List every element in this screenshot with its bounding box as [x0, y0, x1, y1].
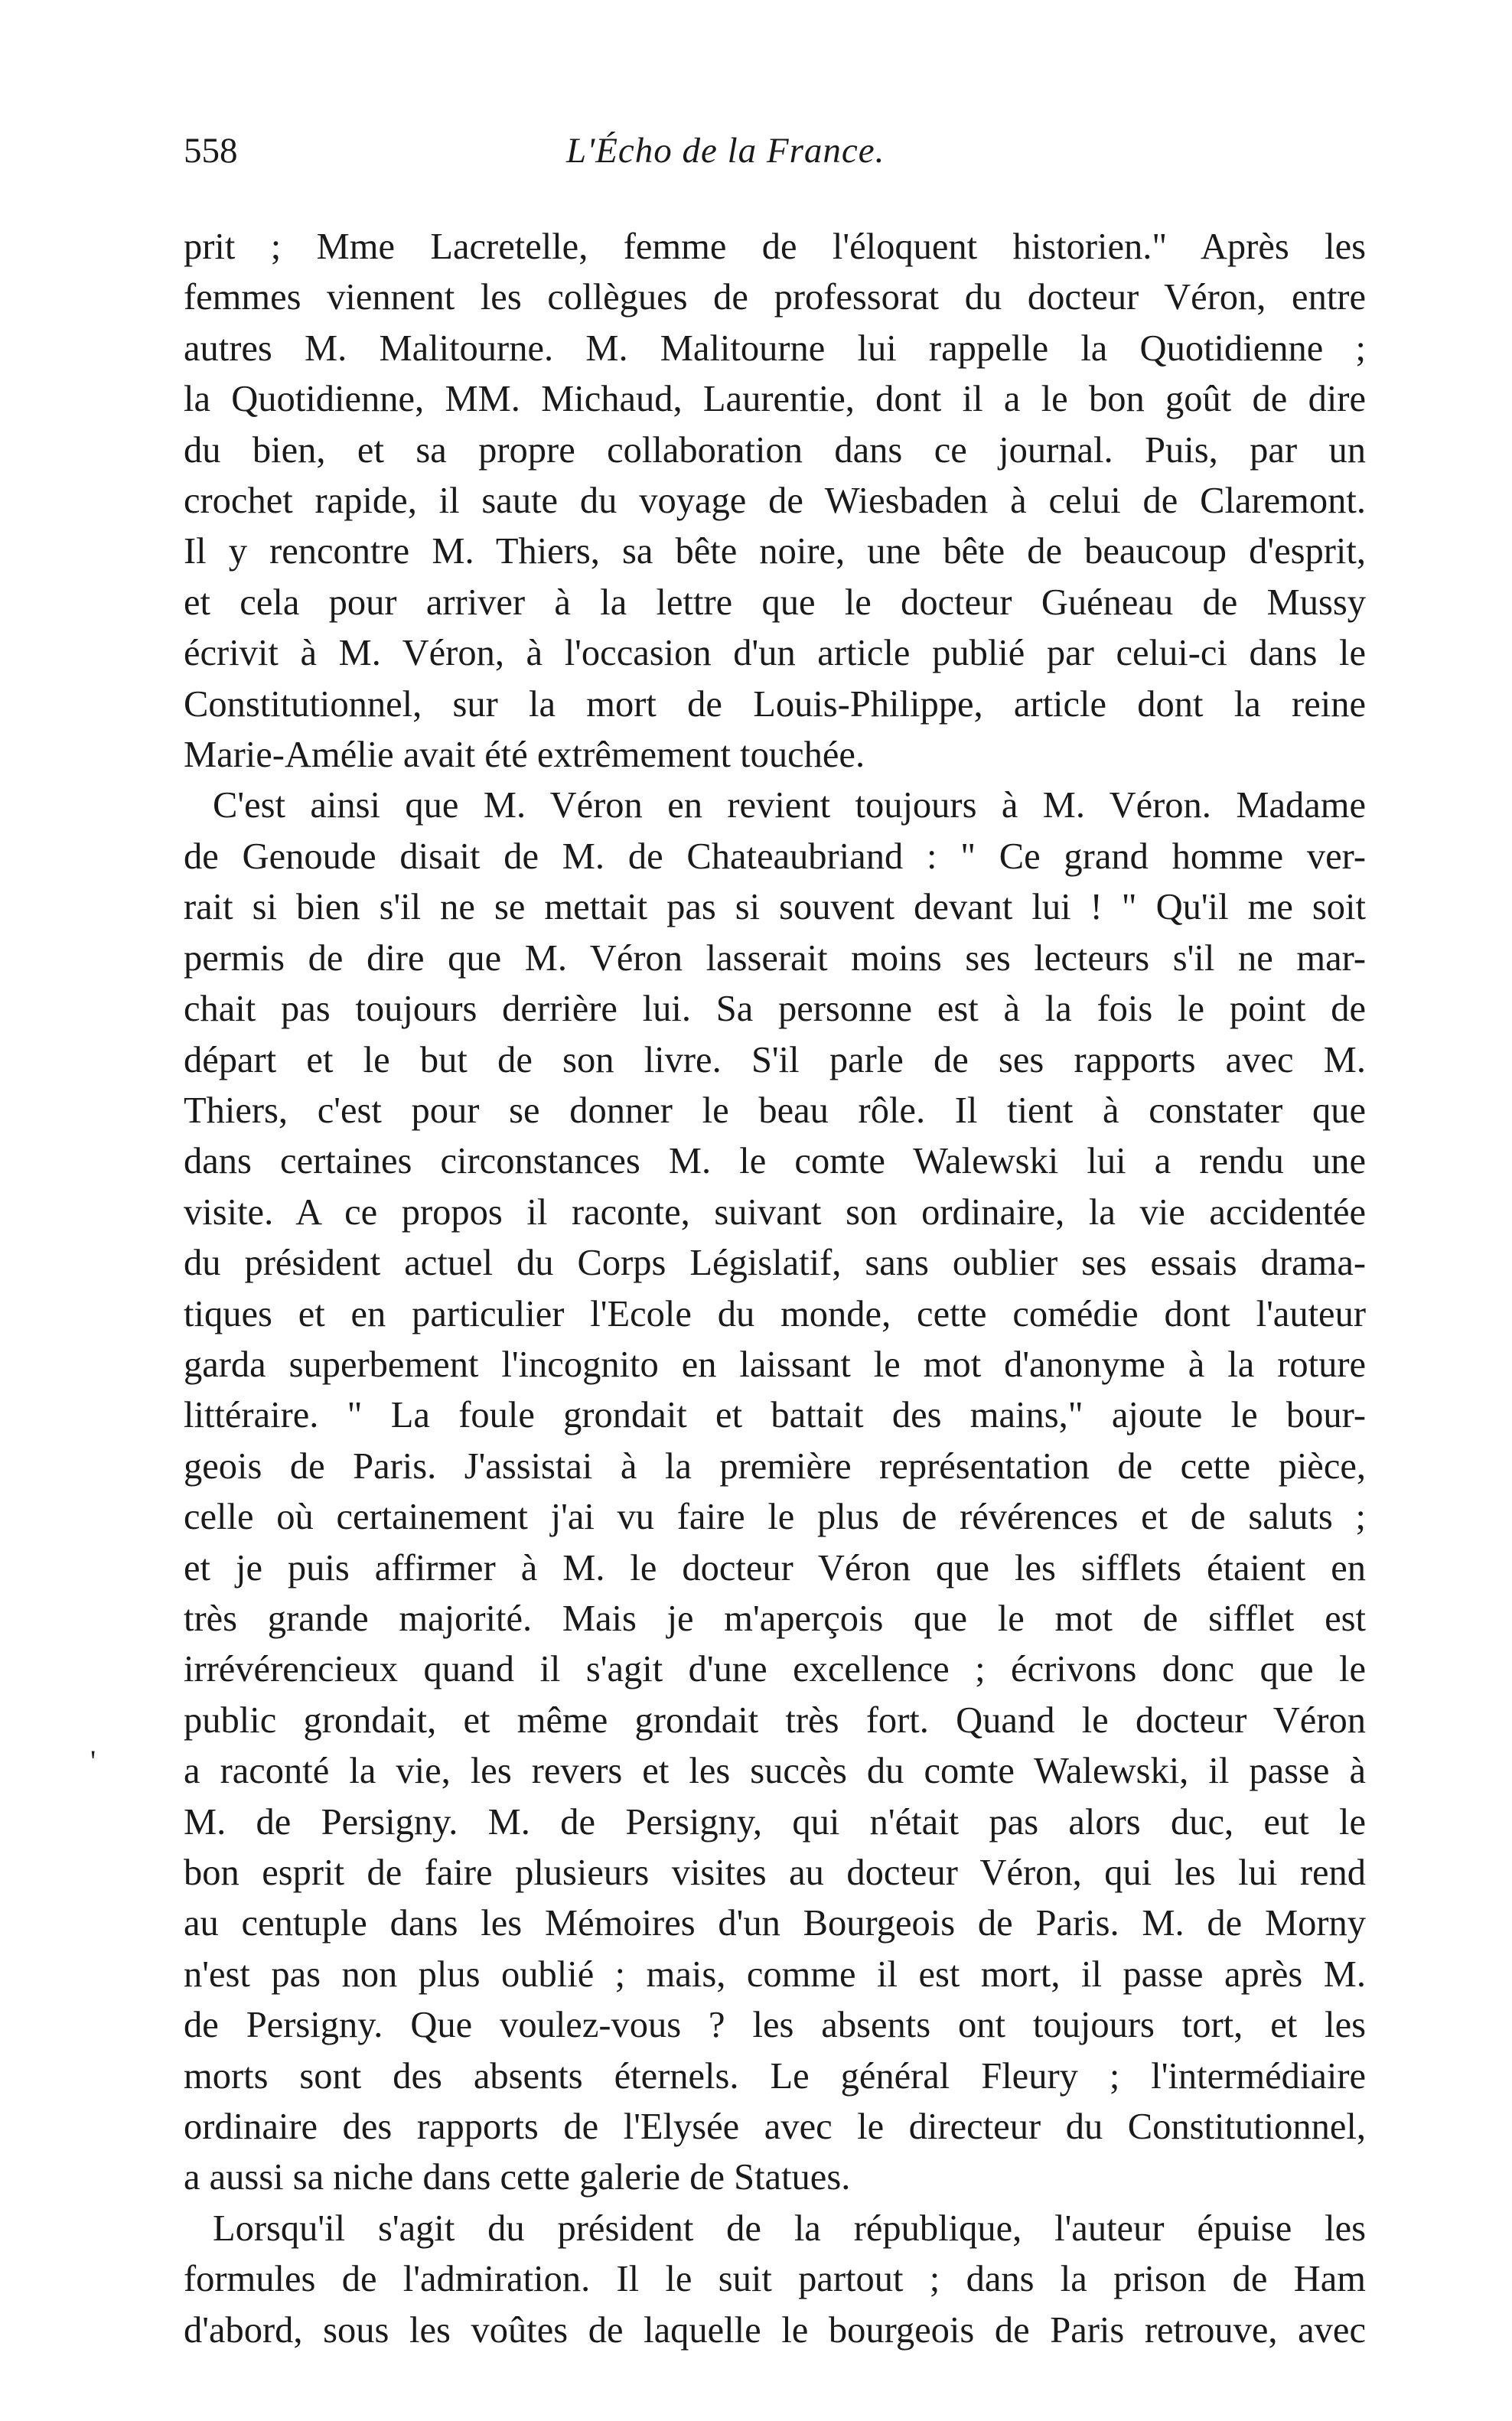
running-head: [184, 130, 1366, 191]
text-line: public grondait, et même grondait très fort. Quand le docteur Véron: [184, 1699, 1366, 1741]
text-line: C'est ainsi que M. Véron en revient toujours à M. Véron. Madame: [213, 785, 1366, 826]
text-line: dans certaines circonstances M. le comte Walewski lui a rendu une: [184, 1141, 1366, 1182]
text-line: irrévérencieux quand il s'agit d'une excellence ; écrivons donc que le: [184, 1649, 1366, 1690]
text-line: très grande majorité. Mais je m'aperçois que le mot de sifflet est: [184, 1598, 1366, 1639]
text-line: morts sont des absents éternels. Le général Fleury ; l'intermédiaire: [184, 2055, 1366, 2097]
text-line: écrivit à M. Véron, à l'occasion d'un article publié par celui-ci dans le: [184, 633, 1366, 674]
text-line: d'abord, sous les voûtes de laquelle le bourgeois de Paris retrouve, avec: [184, 2309, 1366, 2351]
text-line: de Genoude disait de M. de Chateaubriand : " Ce grand homme ver-: [184, 836, 1366, 877]
book-page: [184, 130, 1366, 2356]
text-line: de Persigny. Que voulez-vous ? les absents ont toujours tort, et les: [184, 2005, 1366, 2046]
text-line: crochet rapide, il saute du voyage de Wiesbaden à celui de Claremont.: [184, 481, 1366, 522]
text-line: et je puis affirmer à M. le docteur Véron que les sifflets étaient en: [184, 1547, 1366, 1588]
text-line: rait si bien s'il ne se mettait pas si souvent devant lui ! " Qu'il me soit: [184, 887, 1366, 928]
text-line: geois de Paris. J'assistai à la première représentation de cette pièce,: [184, 1445, 1366, 1487]
text-line: Thiers, c'est pour se donner le beau rôle. Il tient à constater que: [184, 1090, 1366, 1131]
text-line: prit ; Mme Lacretelle, femme de l'éloquent historien." Après les: [184, 226, 1366, 267]
body-text: [184, 222, 1366, 2356]
page-number: 558: [184, 131, 238, 171]
text-line: autres M. Malitourne. M. Malitourne lui rappelle la Quotidienne ;: [184, 327, 1366, 369]
text-line: tiques et en particulier l'Ecole du monde, cette comédie dont l'auteur: [184, 1293, 1366, 1334]
text-line: permis de dire que M. Véron lasserait moins ses lecteurs s'il ne mar-: [184, 937, 1366, 979]
margin-mark: ': [90, 1744, 96, 1778]
text-line: et cela pour arriver à la lettre que le docteur Guéneau de Mussy: [184, 582, 1366, 623]
running-title: L'Écho de la France.: [566, 131, 885, 171]
text-line: a raconté la vie, les revers et les succès du comte Walewski, il passe à: [184, 1751, 1366, 1792]
text-line: Il y rencontre M. Thiers, sa bête noire, une bête de beaucoup d'esprit,: [184, 531, 1366, 572]
text-line: Lorsqu'il s'agit du président de la république, l'auteur épuise les: [213, 2208, 1366, 2249]
text-line: littéraire. " La foule grondait et battait des mains," ajoute le bour-: [184, 1395, 1366, 1436]
text-line: n'est pas non plus oublié ; mais, comme il est mort, il passe après M.: [184, 1953, 1366, 1995]
text-line: chait pas toujours derrière lui. Sa personne est à la fois le point de: [184, 989, 1366, 1030]
text-line: au centuple dans les Mémoires d'un Bourgeois de Paris. M. de Morny: [184, 1903, 1366, 1944]
text-line: M. de Persigny. M. de Persigny, qui n'était pas alors duc, eut le: [184, 1801, 1366, 1843]
text-line: bon esprit de faire plusieurs visites au docteur Véron, qui les lui rend: [184, 1852, 1366, 1893]
text-line: du président actuel du Corps Législatif, sans oublier ses essais drama-: [184, 1243, 1366, 1284]
text-line: a aussi sa niche dans cette galerie de Statues.: [184, 2157, 851, 2198]
text-line: femmes viennent les collègues de professorat du docteur Véron, entre: [184, 277, 1366, 318]
text-line: la Quotidienne, MM. Michaud, Laurentie, dont il a le bon goût de dire: [184, 379, 1366, 420]
text-line: Marie-Amélie avait été extrêmement touchée.: [184, 735, 865, 776]
text-line: celle où certainement j'ai vu faire le plus de révérences et de saluts ;: [184, 1497, 1366, 1538]
text-line: Constitutionnel, sur la mort de Louis-Philippe, article dont la reine: [184, 683, 1366, 725]
text-line: ordinaire des rapports de l'Elysée avec le directeur du Constitutionnel,: [184, 2107, 1366, 2148]
text-line: départ et le but de son livre. S'il parle de ses rapports avec M.: [184, 1039, 1366, 1080]
text-line: visite. A ce propos il raconte, suivant son ordinaire, la vie accidentée: [184, 1191, 1366, 1233]
text-line: garda superbement l'incognito en laissant le mot d'anonyme à la roture: [184, 1344, 1366, 1385]
text-line: formules de l'admiration. Il le suit partout ; dans la prison de Ham: [184, 2259, 1366, 2300]
text-line: du bien, et sa propre collaboration dans ce journal. Puis, par un: [184, 429, 1366, 471]
